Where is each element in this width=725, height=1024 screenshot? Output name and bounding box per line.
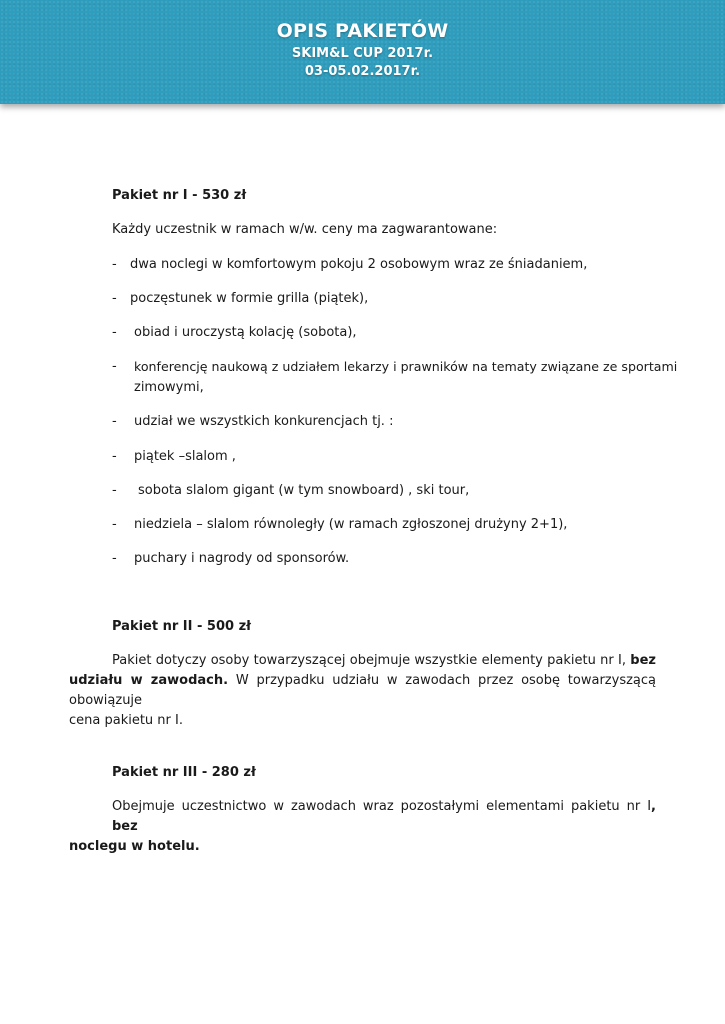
package1-intro: Każdy uczestnik w ramach w/w. ceny ma zagwarantowane:	[112, 222, 498, 237]
paragraph-text: Pakiet dotyczy osoby towarzyszącej obejmuje wszystkie elementy pakietu nr I,	[112, 653, 626, 668]
bullet-dash: -	[112, 414, 117, 429]
bullet-dash: -	[112, 257, 117, 272]
list-item-text: piątek –slalom ,	[134, 449, 236, 464]
list-item-text: udział we wszystkich konkurencjach tj. :	[134, 414, 394, 429]
document-title: OPIS PAKIETÓW	[276, 20, 449, 42]
paragraph-line	[69, 797, 656, 837]
bullet-dash: -	[112, 449, 117, 464]
bold-text: udziału w zawodach.	[69, 673, 229, 688]
bold-text: bez	[630, 653, 656, 668]
list-item-text: sobota slalom gigant (w tym snowboard) , ski tour,	[138, 483, 470, 498]
paragraph-text: cena pakietu nr I.	[69, 713, 183, 728]
paragraph-line	[69, 711, 656, 731]
bullet-dash: -	[112, 325, 117, 340]
bullet-dash: -	[112, 551, 117, 566]
list-item-text: niedziela – slalom równoległy (w ramach zgłoszonej drużyny 2+1),	[134, 517, 568, 532]
bullet-dash: -	[112, 517, 117, 532]
package3-description	[69, 797, 656, 857]
list-item-text: puchary i nagrody od sponsorów.	[134, 551, 350, 566]
paragraph-text: Obejmuje uczestnictwo w zawodach wraz pozostałymi elementami pakietu nr I	[112, 799, 652, 814]
event-dates: 03-05.02.2017r.	[304, 64, 421, 79]
paragraph-line	[69, 837, 656, 857]
bold-text: noclegu w hotelu.	[69, 839, 200, 854]
list-item-text: obiad i uroczystą kolację (sobota),	[134, 325, 357, 340]
paragraph-text: W przypadku udziału w zawodach przez osobę towarzyszącą obowiązuje	[69, 673, 656, 708]
package3-heading: Pakiet nr III - 280 zł	[112, 765, 256, 780]
list-item-text: konferencję naukową z udziałem lekarzy i prawników na tematy związane ze sportami	[134, 359, 678, 374]
list-item-text: poczęstunek w formie grilla (piątek),	[130, 291, 369, 306]
bullet-dash: -	[112, 359, 117, 374]
bold-text: , bez	[112, 799, 656, 834]
package1-heading: Pakiet nr I - 530 zł	[112, 188, 247, 203]
paragraph-line	[69, 651, 656, 671]
package2-description	[69, 651, 656, 731]
bullet-dash: -	[112, 483, 117, 498]
list-item-continuation: zimowymi,	[134, 380, 204, 395]
list-item-text: dwa noclegi w komfortowym pokoju 2 osobowym wraz ze śniadaniem,	[130, 257, 588, 272]
package2-heading: Pakiet nr II - 500 zł	[112, 619, 251, 634]
paragraph-line	[69, 671, 656, 711]
event-name: SKIM&L CUP 2017r.	[291, 46, 434, 61]
header-banner	[0, 0, 725, 104]
bullet-dash: -	[112, 291, 117, 306]
